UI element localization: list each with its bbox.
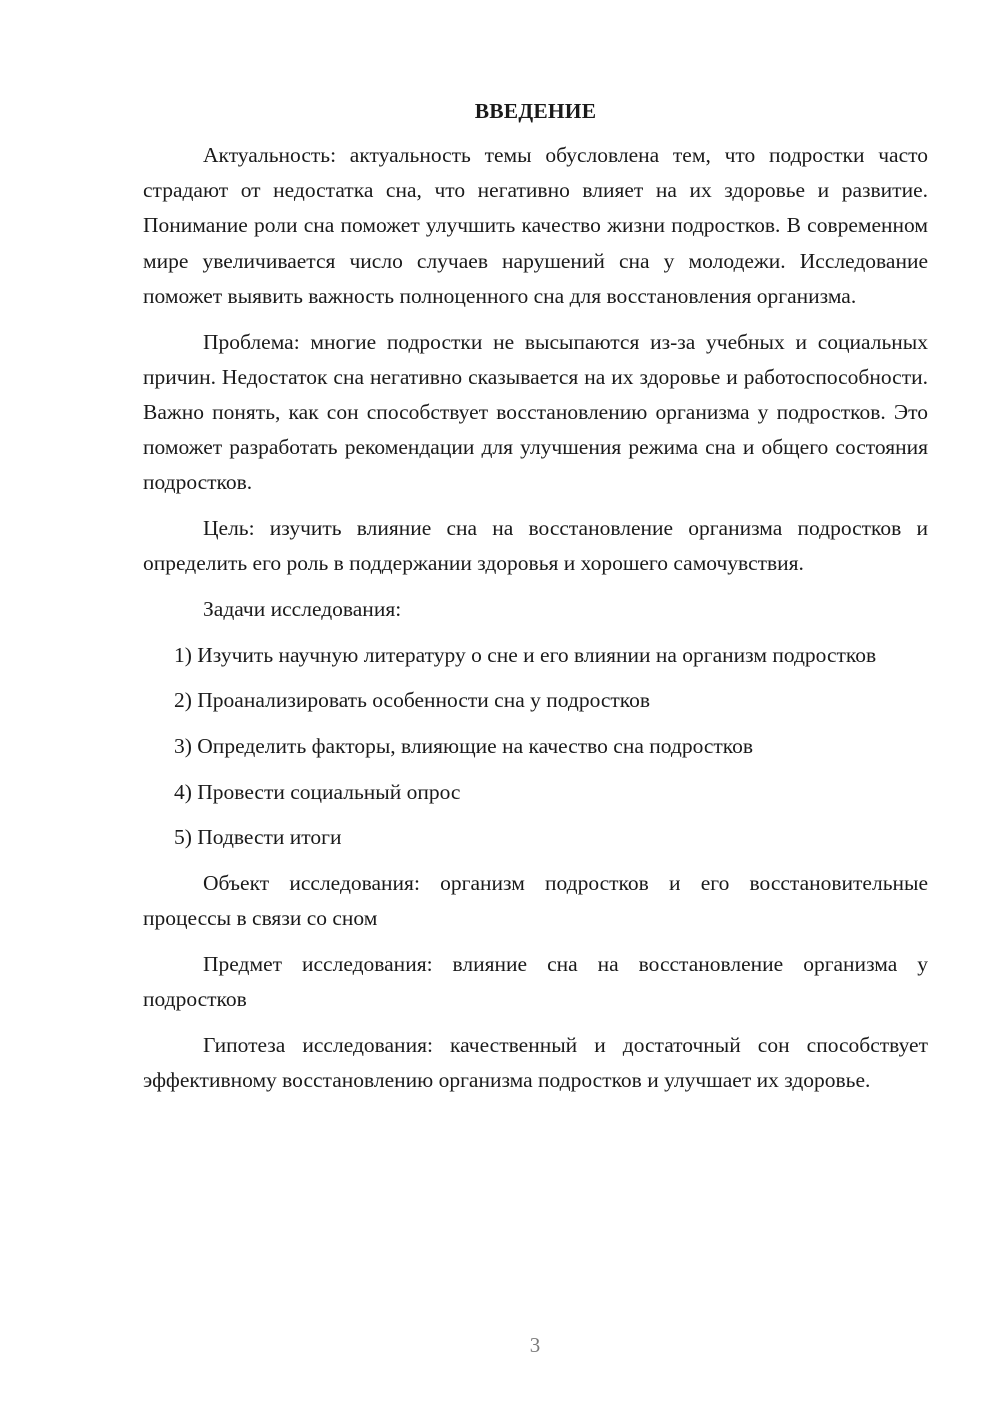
list-item: 5) Подвести итоги <box>174 825 342 850</box>
relevance-paragraph: Актуальность: актуальность темы обусловлена тем, что подростки часто страдают от недостатка сна, что негативно влияет на их здоровье и развитие. Понимание роли сна поможет улучшить качество жизни подростков. В современном мире увеличивается число случаев нарушений сна у молодежи. Исследование поможет выявить важность полноценного сна для восстановления организма. <box>143 143 928 308</box>
hypothesis-paragraph: Гипотеза исследования: качественный и достаточный сон способствует эффективному восстановлению организма подростков и улучшает их здоровье. <box>143 1032 928 1093</box>
list-item: 1) Изучить научную литературу о сне и его влиянии на организм подростков <box>174 642 877 667</box>
object-paragraph: Объект исследования: организм подростков и его восстановительные процессы в связи со сном <box>143 871 928 931</box>
goal-paragraph: Цель: изучить влияние сна на восстановление организма подростков и определить его роль в поддержании здоровья и хорошего самочувствия. <box>143 516 928 576</box>
section-title: ВВЕДЕНИЕ <box>474 99 597 123</box>
list-item: 2) Проанализировать особенности сна у подростков <box>174 688 651 713</box>
page-number: 3 <box>529 1333 541 1357</box>
tasks-list <box>143 638 928 856</box>
document-page <box>143 96 928 1109</box>
tasks-heading: Задачи исследования: <box>203 596 402 621</box>
list-item: 3) Определить факторы, влияющие на качество сна подростков <box>174 734 754 759</box>
subject-paragraph: Предмет исследования: влияние сна на восстановление организма у подростков <box>143 952 928 1012</box>
problem-paragraph: Проблема: многие подростки не высыпаются из-за учебных и социальных причин. Недостаток сна негативно сказывается на их здоровье и работоспособности. Важно понять, как сон способствует восстановлению организма у подростков. Это поможет разработать рекомендации для улучшения режима сна и общего состояния подростков. <box>143 329 928 495</box>
list-item: 4) Провести социальный опрос <box>174 779 461 804</box>
